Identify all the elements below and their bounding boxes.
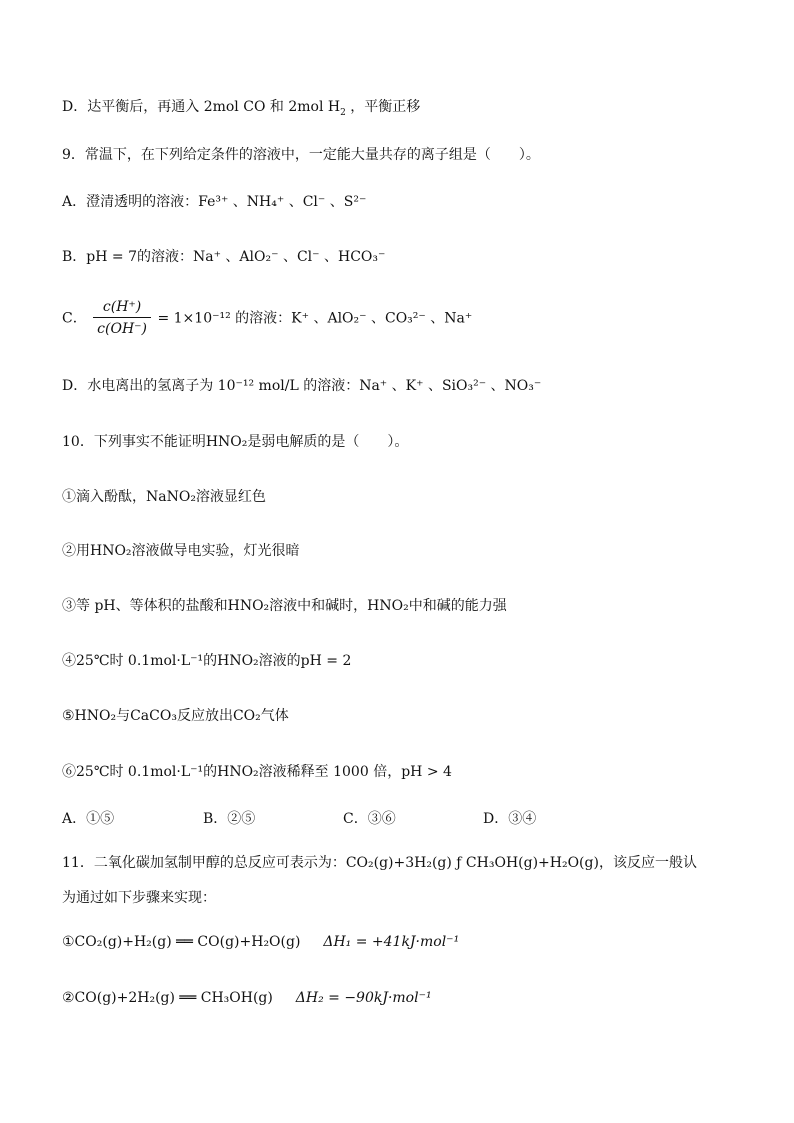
q8-option-d (62, 97, 754, 123)
q8-d-amount2: 2mol H (288, 99, 341, 115)
q11-stem-line1: 11．二氧化碳加氢制甲醇的总反应可表示为：CO₂(g)+3H₂(g) ƒ CH₃OH(g)+H₂O(g)，该反应一般认 (62, 855, 697, 871)
q9-c-fraction (93, 297, 151, 340)
q8-d-sub2: 2 (340, 107, 346, 118)
q11-step2-enthalpy: ΔH₂ = −90kJ·mol⁻¹ (295, 990, 432, 1006)
q10-option-b: B．②⑤ (203, 811, 256, 827)
q9-c-value: = 1×10⁻¹² 的溶液： (157, 310, 292, 327)
q10-stem: 10．下列事实不能证明HNO₂是弱电解质的是（ ）。 (62, 434, 409, 450)
q10-option-c: C．③⑥ (343, 811, 396, 827)
q11-step1-equation: ①CO₂(g)+H₂(g) ══ CO(g)+H₂O(g) (62, 934, 301, 950)
q10-item-5: ⑤HNO₂与CaCO₃反应放出CO₂气体 (62, 708, 289, 724)
q11-stem-line2: 为通过如下步骤来实现： (62, 890, 216, 906)
q10-item-4: ④25℃时 0.1mol·L⁻¹的HNO₂溶液的pH = 2 (62, 653, 352, 669)
q9-a-ions: Fe³⁺ 、NH₄⁺ 、Cl⁻ 、S²⁻ (198, 194, 367, 210)
q10-option-d: D．③④ (483, 811, 537, 827)
q10-item-1: ①滴入酚酞，NaNO₂溶液显红色 (62, 489, 266, 505)
q9-c-numerator: c(H⁺) (93, 297, 151, 318)
q11-step2-equation: ②CO(g)+2H₂(g) ══ CH₃OH(g) (62, 990, 273, 1006)
q9-option-c (62, 297, 754, 340)
q9-d-label: D．水电离出的氢离子为 10⁻¹² mol/L 的溶液： (62, 378, 360, 394)
q8-d-prefix: D．达平衡后，再通入 (62, 99, 200, 115)
q9-option-d (62, 376, 754, 396)
q10-option-a: A．①⑤ (62, 811, 115, 827)
q8-d-suffix: ，平衡正移 (350, 99, 421, 115)
q9-d-ions: Na⁺ 、K⁺ 、SiO₃²⁻ 、NO₃⁻ (359, 378, 542, 394)
q9-b-ions: Na⁺ 、AlO₂⁻ 、Cl⁻ 、HCO₃⁻ (193, 249, 386, 265)
q9-a-label: A．澄清透明的溶液： (62, 194, 199, 210)
q10-item-6: ⑥25℃时 0.1mol·L⁻¹的HNO₂溶液稀释至 1000 倍，pH > 4 (62, 764, 452, 780)
q11-step1-enthalpy: ΔH₁ = +41kJ·mol⁻¹ (323, 934, 460, 950)
q9-stem: 9．常温下，在下列给定条件的溶液中，一定能大量共存的离子组是（ ）。 (62, 147, 540, 163)
q9-c-ions: K⁺ 、AlO₂⁻ 、CO₃²⁻ 、Na⁺ (291, 310, 473, 327)
q11-step1 (62, 932, 754, 952)
q10-item-3: ③等 pH、等体积的盐酸和HNO₂溶液中和碱时，HNO₂中和碱的能力强 (62, 598, 507, 614)
q10-item-2: ②用HNO₂溶液做导电实验，灯光很暗 (62, 543, 300, 559)
q8-d-and: 和 (269, 99, 284, 115)
q9-c-denominator: c(OH⁻) (97, 321, 148, 337)
q11-step2 (62, 988, 754, 1008)
q8-d-amount1: 2mol CO (203, 99, 266, 115)
q9-option-a (62, 192, 754, 212)
q9-b-label: B．pH = 7的溶液： (62, 249, 193, 265)
q9-option-b (62, 247, 754, 267)
q9-c-label: C． (62, 310, 87, 327)
